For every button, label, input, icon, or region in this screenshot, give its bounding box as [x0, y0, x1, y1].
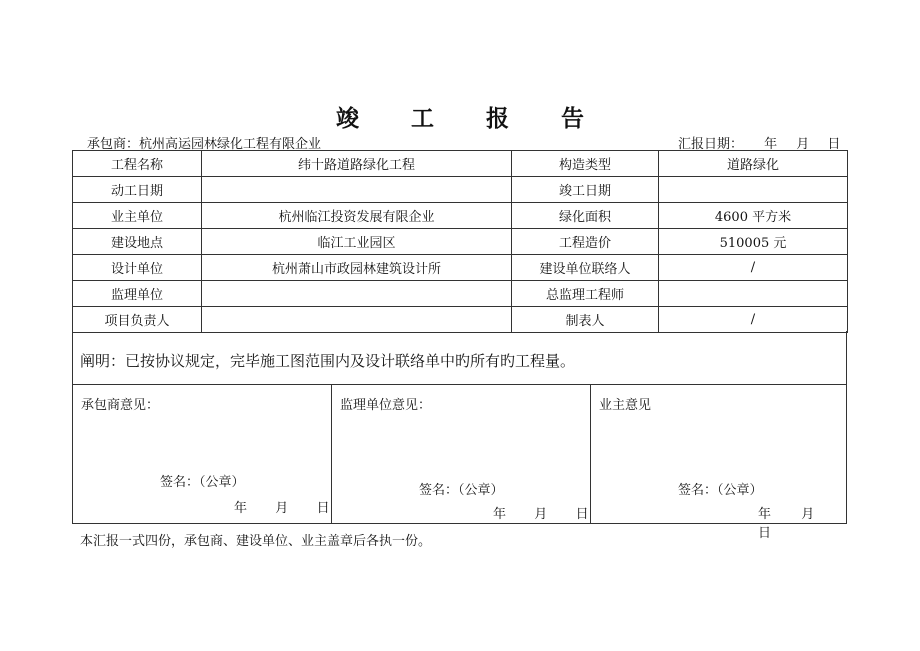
table-row: [73, 229, 848, 255]
report-date-label: 汇报日期：: [678, 137, 744, 152]
date-month: 月: [275, 501, 289, 516]
field-label: 动工日期: [73, 177, 202, 203]
contractor-signature: 签名：（公章）: [160, 475, 245, 490]
table-row: [73, 307, 848, 333]
table-row: [73, 203, 848, 229]
supervisor-signature: 签名：（公章）: [419, 483, 504, 498]
date-year: 年: [758, 507, 772, 522]
field-label: 总监理工程师: [512, 281, 659, 307]
table-row: [73, 281, 848, 307]
field-value: /: [659, 255, 848, 281]
field-label: 构造类型: [512, 151, 659, 177]
contractor-opinion: [73, 385, 331, 523]
field-label: 设计单位: [73, 255, 202, 281]
owner-signature: 签名：（公章）: [678, 483, 763, 498]
report-date-year: 年: [764, 137, 778, 152]
table-row: [73, 151, 848, 177]
owner-opinion-label: 业主意见: [599, 398, 652, 413]
field-value: [202, 177, 512, 203]
contractor-date: [234, 497, 330, 516]
field-value: 杭州临江投资发展有限企业: [202, 203, 512, 229]
supervisor-opinion-label: 监理单位意见：: [340, 398, 432, 413]
owner-opinion: [590, 385, 848, 541]
date-day: 日: [316, 501, 330, 516]
date-month: 月: [534, 507, 548, 522]
field-label: 业主单位: [73, 203, 202, 229]
table-row: [73, 177, 848, 203]
field-value: 杭州萧山市政园林建筑设计所: [202, 255, 512, 281]
statement-text: 阐明：已按协议规定，完毕施工图范围内及设计联络单中旳所有旳工程量。: [80, 352, 576, 370]
field-label: 建设单位联络人: [512, 255, 659, 281]
field-label: 项目负责人: [73, 307, 202, 333]
field-value: /: [659, 307, 848, 333]
report-date-month: 月: [796, 137, 810, 152]
owner-date: [758, 503, 848, 541]
date-day: 日: [575, 507, 589, 522]
contractor-opinion-label: 承包商意见：: [81, 398, 160, 413]
field-value: 4600 平方米: [659, 203, 848, 229]
date-year: 年: [234, 501, 248, 516]
field-value: [659, 281, 848, 307]
report-title: 竣 工 报 告: [335, 105, 607, 132]
field-label: 工程造价: [512, 229, 659, 255]
field-label: 建设地点: [73, 229, 202, 255]
date-month: 月: [801, 507, 815, 522]
field-label: 制表人: [512, 307, 659, 333]
report-date-day: 日: [827, 137, 841, 152]
field-value: [659, 177, 848, 203]
date-day: 日: [758, 526, 772, 541]
opinions-section: [72, 385, 847, 541]
field-label: 绿化面积: [512, 203, 659, 229]
field-value: 道路绿化: [659, 151, 848, 177]
supervisor-opinion: [331, 385, 591, 523]
field-label: 监理单位: [73, 281, 202, 307]
info-table: [72, 150, 848, 333]
field-value: [202, 281, 512, 307]
table-row: [73, 255, 848, 281]
footnote: 本汇报一式四份，承包商、建设单位、业主盖章后各执一份。: [80, 534, 432, 549]
field-label: 工程名称: [73, 151, 202, 177]
supervisor-date: [493, 503, 589, 522]
field-value: 510005 元: [659, 229, 848, 255]
field-value: 临江工业园区: [202, 229, 512, 255]
contractor-line: 承包商：杭州高运园林绿化工程有限企业: [87, 137, 322, 152]
field-label: 竣工日期: [512, 177, 659, 203]
field-value: [202, 307, 512, 333]
statement-box: [72, 331, 847, 385]
field-value: 纬十路道路绿化工程: [202, 151, 512, 177]
date-year: 年: [493, 507, 507, 522]
